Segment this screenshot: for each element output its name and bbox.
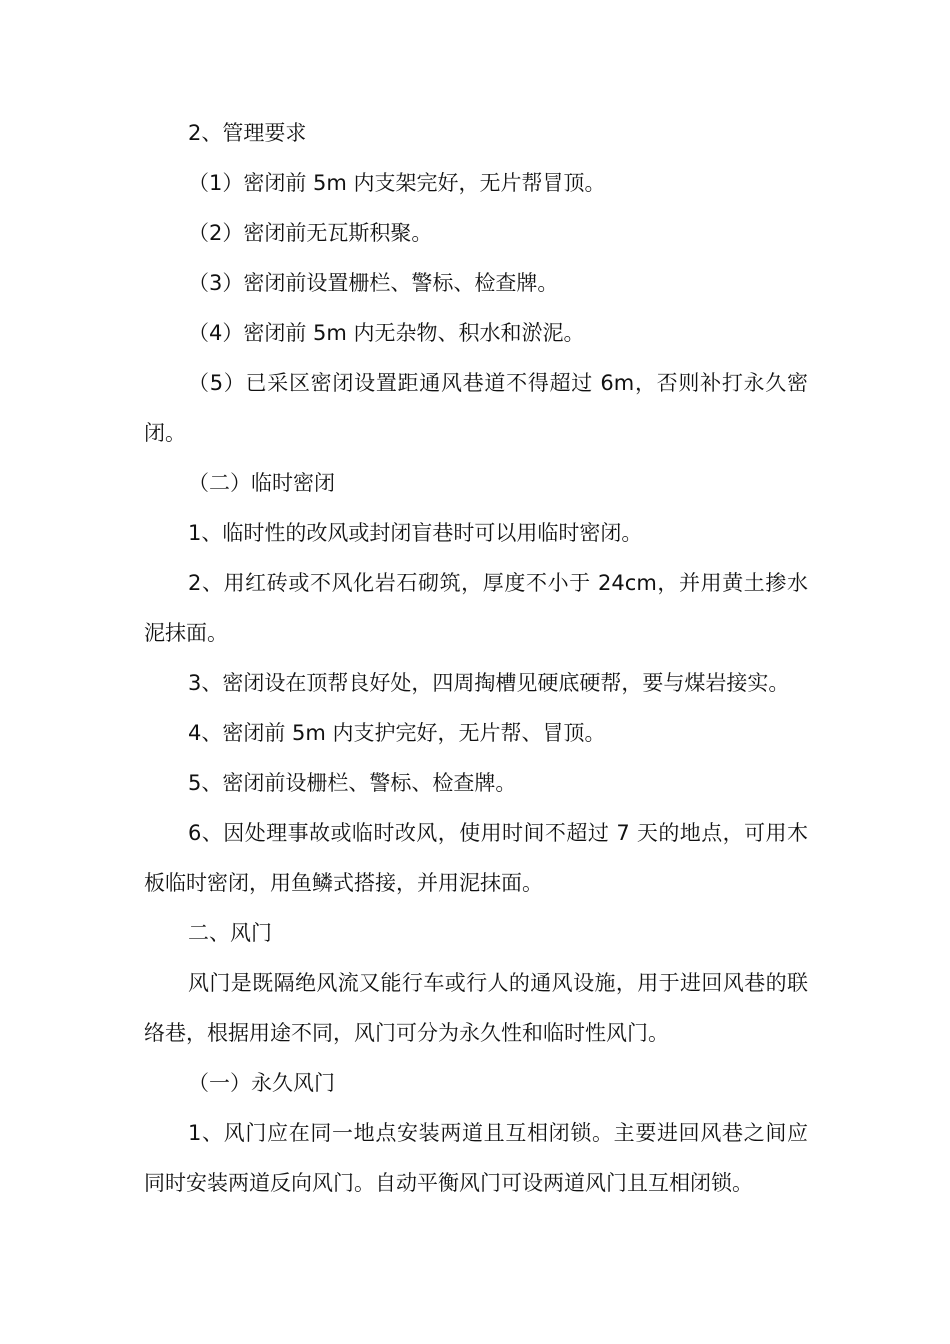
air-door-description: 风门是既隔绝风流又能行车或行人的通风设施，用于进回风巷的联络巷，根据用途不同，风门可分为永久性和临时性风门。	[144, 971, 808, 1045]
temp-seal-item-5: 5、密闭前设栅栏、警标、检查牌。	[188, 771, 517, 795]
list-item-1: （1）密闭前 5m 内支架完好，无片帮冒顶。	[188, 171, 606, 195]
heading-permanent-air-door: （一）永久风门	[188, 1071, 335, 1095]
list-item-5: （5）已采区密闭设置距通风巷道不得超过 6m，否则补打永久密闭。	[144, 371, 808, 445]
temp-seal-item-1: 1、临时性的改风或封闭盲巷时可以用临时密闭。	[188, 521, 643, 545]
list-item-4: （4）密闭前 5m 内无杂物、积水和淤泥。	[188, 321, 585, 345]
temp-seal-item-2: 2、用红砖或不风化岩石砌筑，厚度不小于 24cm，并用黄土掺水泥抹面。	[144, 571, 808, 645]
heading-management-requirements: 2、管理要求	[188, 121, 307, 145]
temp-seal-item-4: 4、密闭前 5m 内支护完好，无片帮、冒顶。	[188, 721, 606, 745]
heading-temporary-seal: （二）临时密闭	[188, 471, 335, 495]
list-item-2: （2）密闭前无瓦斯积聚。	[188, 221, 433, 245]
heading-air-door: 二、风门	[188, 921, 272, 945]
document-body	[144, 108, 808, 1208]
permanent-air-door-item-1: 1、风门应在同一地点安装两道且互相闭锁。主要进回风巷之间应同时安装两道反向风门。自动平衡风门可设两道风门且互相闭锁。	[144, 1121, 808, 1195]
temp-seal-item-3: 3、密闭设在顶帮良好处，四周掏槽见硬底硬帮，要与煤岩接实。	[188, 671, 790, 695]
list-item-3: （3）密闭前设置栅栏、警标、检查牌。	[188, 271, 559, 295]
temp-seal-item-6: 6、因处理事故或临时改风，使用时间不超过 7 天的地点，可用木板临时密闭，用鱼鳞式搭接，并用泥抹面。	[144, 821, 808, 895]
